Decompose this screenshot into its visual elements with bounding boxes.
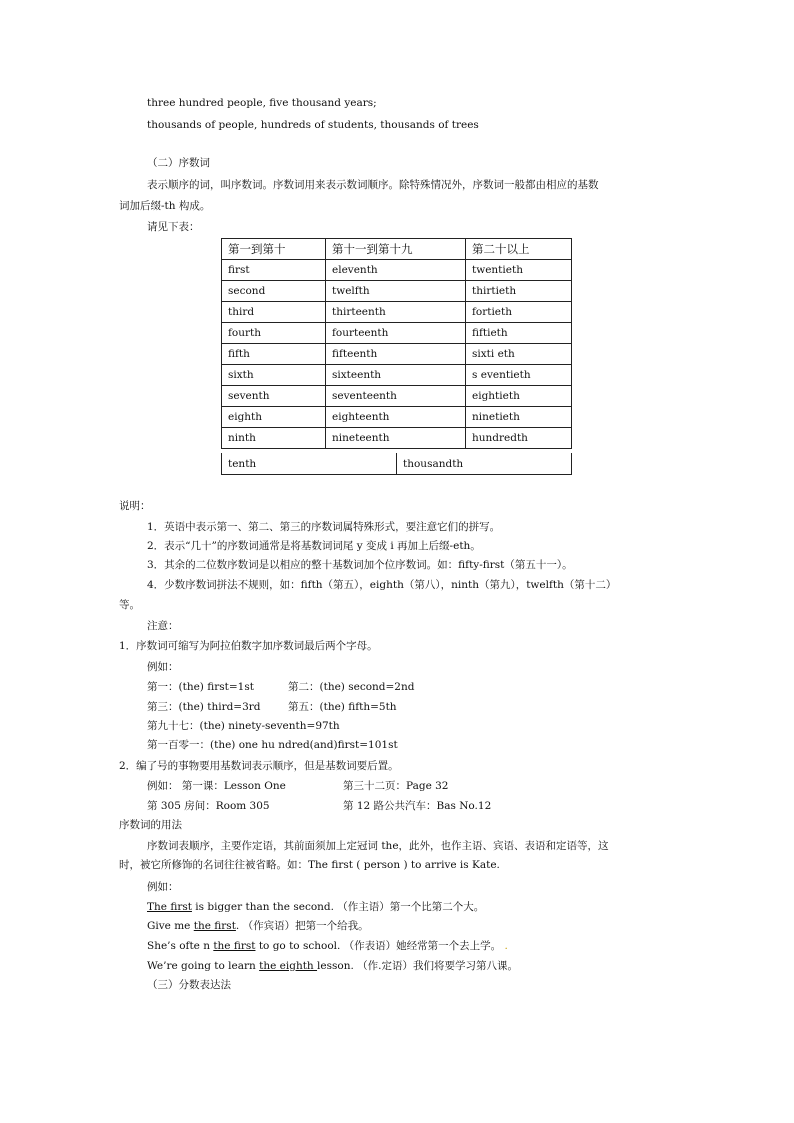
table-row — [222, 365, 572, 386]
table-header: 第二十以上 — [466, 239, 572, 260]
table-cell: seventeenth — [326, 386, 466, 407]
rule2-example: 第 305 房间：Room 305 — [147, 800, 270, 812]
usage-example — [147, 939, 508, 953]
usage-example — [147, 959, 518, 973]
table-cell: twentieth — [466, 260, 572, 281]
table-cell: sixteenth — [326, 365, 466, 386]
table-intro: 请见下表： — [147, 221, 200, 233]
intro-line: thousands of people, hundreds of students, thousands of trees — [147, 119, 479, 131]
table-cell: seventh — [222, 386, 326, 407]
underlined-phrase: the first — [213, 940, 256, 952]
notes-title: 说明： — [119, 500, 151, 512]
abbrev-example: 第一百零一：(the) one hu ndred(and)first=101st — [147, 739, 398, 751]
rule2-example: 第 12 路公共汽车：Bas No.12 — [343, 800, 492, 812]
table-cell: second — [222, 281, 326, 302]
stray-dot: . — [501, 940, 508, 952]
attention-label: 注意： — [147, 620, 179, 632]
table-cell: s eventieth — [466, 365, 572, 386]
example-pre: We’re going to learn — [147, 960, 260, 972]
table-cell: eleventh — [326, 260, 466, 281]
table-cell: eighth — [222, 407, 326, 428]
abbrev-example: 第二：(the) second=2nd — [288, 681, 415, 693]
example-rest: . （作宾语）把第一个给我。 — [235, 920, 369, 932]
example-label: 例如： — [147, 881, 179, 893]
table-cell: nineteenth — [326, 428, 466, 449]
note-item: 2．表示“几十”的序数词通常是将基数词词尾 y 变成 i 再加上后缀-eth。 — [147, 540, 481, 552]
paragraph-line: 序数词表顺序，主要作定语，其前面须加上定冠词 the，此外，也作主语、宾语、表语和定语等，这 — [147, 840, 609, 852]
ordinal-table-last-row — [221, 453, 572, 475]
table-cell: hundredth — [466, 428, 572, 449]
table-cell: fiftieth — [466, 323, 572, 344]
table-row — [222, 386, 572, 407]
table-cell: first — [222, 260, 326, 281]
table-cell: thirteenth — [326, 302, 466, 323]
note-item: 1．英语中表示第一、第二、第三的序数词属特殊形式，要注意它们的拼写。 — [147, 521, 501, 533]
underlined-phrase: The first — [147, 901, 192, 913]
usage-example — [147, 900, 484, 914]
table-cell: sixti eth — [466, 344, 572, 365]
usage-example — [147, 919, 369, 933]
abbrev-example: 第九十七：(the) ninety-seventh=97th — [147, 720, 340, 732]
rule2-example: 第三十二页：Page 32 — [343, 780, 449, 792]
rule-item: 2．编了号的事物要用基数词表示顺序，但是基数词要后置。 — [119, 760, 399, 772]
table-cell: third — [222, 302, 326, 323]
usage-heading: 序数词的用法 — [119, 819, 182, 831]
example-pre: She’s ofte n — [147, 940, 214, 952]
note-item: 4．少数序数词拼法不规则，如：fifth（第五），eighth（第八），ninth（第九），twelfth（第十二） — [147, 579, 617, 591]
table-row — [222, 302, 572, 323]
example-rest: lesson. （作.定语）我们将要学习第八课。 — [317, 960, 518, 972]
ordinal-table — [221, 238, 572, 449]
table-row — [222, 344, 572, 365]
table-cell: eightieth — [466, 386, 572, 407]
note-item: 3．其余的二位数序数词是以相应的整十基数词加个位序数词。如：fifty-first（第五十一）。 — [147, 559, 573, 571]
paragraph-line: 词加后缀-th 构成。 — [119, 200, 211, 212]
table-cell: twelfth — [326, 281, 466, 302]
example-rest: to go to school. （作表语）她经常第一个去上学。 — [255, 940, 502, 952]
rule-item: 1．序数词可缩写为阿拉伯数字加序数词最后两个字母。 — [119, 640, 378, 652]
intro-line: three hundred people, five thousand years; — [147, 97, 377, 109]
table-row — [222, 323, 572, 344]
table-row — [222, 260, 572, 281]
table-row — [222, 453, 572, 475]
table-cell: ninetieth — [466, 407, 572, 428]
table-header: 第一到第十 — [222, 239, 326, 260]
abbrev-example: 第三：(the) third=3rd — [147, 701, 261, 713]
note-continuation: 等。 — [119, 599, 140, 611]
table-cell: fourth — [222, 323, 326, 344]
table-cell: fourteenth — [326, 323, 466, 344]
paragraph-line: 时，被它所修饰的名词往往被省略。如：The first ( person ) to arrive is Kate. — [119, 859, 500, 871]
abbrev-example: 第五：(the) fifth=5th — [288, 701, 397, 713]
table-cell: fortieth — [466, 302, 572, 323]
section-heading: （三）分数表达法 — [147, 979, 231, 991]
table-row — [222, 407, 572, 428]
section-heading: （二）序数词 — [147, 157, 210, 169]
table-cell: tenth — [222, 453, 397, 475]
table-cell: thirtieth — [466, 281, 572, 302]
paragraph-line: 表示顺序的词，叫序数词。序数词用来表示数词顺序。除特殊情况外，序数词一般都由相应的基数 — [147, 179, 599, 191]
table-header: 第十一到第十九 — [326, 239, 466, 260]
underlined-phrase: the eighth — [259, 960, 318, 972]
table-cell: ninth — [222, 428, 326, 449]
abbrev-example: 第一：(the) first=1st — [147, 681, 254, 693]
example-rest: is bigger than the second. （作主语）第一个比第二个大。 — [191, 901, 485, 913]
table-cell: fifteenth — [326, 344, 466, 365]
table-cell: eighteenth — [326, 407, 466, 428]
table-row — [222, 428, 572, 449]
table-header-row — [222, 239, 572, 260]
table-cell: fifth — [222, 344, 326, 365]
table-cell: sixth — [222, 365, 326, 386]
rule2-example: 例如： 第一课：Lesson One — [147, 780, 286, 792]
example-pre: Give me — [147, 920, 194, 932]
example-label: 例如： — [147, 661, 179, 673]
table-cell: thousandth — [397, 453, 572, 475]
table-row — [222, 281, 572, 302]
underlined-phrase: the first — [193, 920, 236, 932]
